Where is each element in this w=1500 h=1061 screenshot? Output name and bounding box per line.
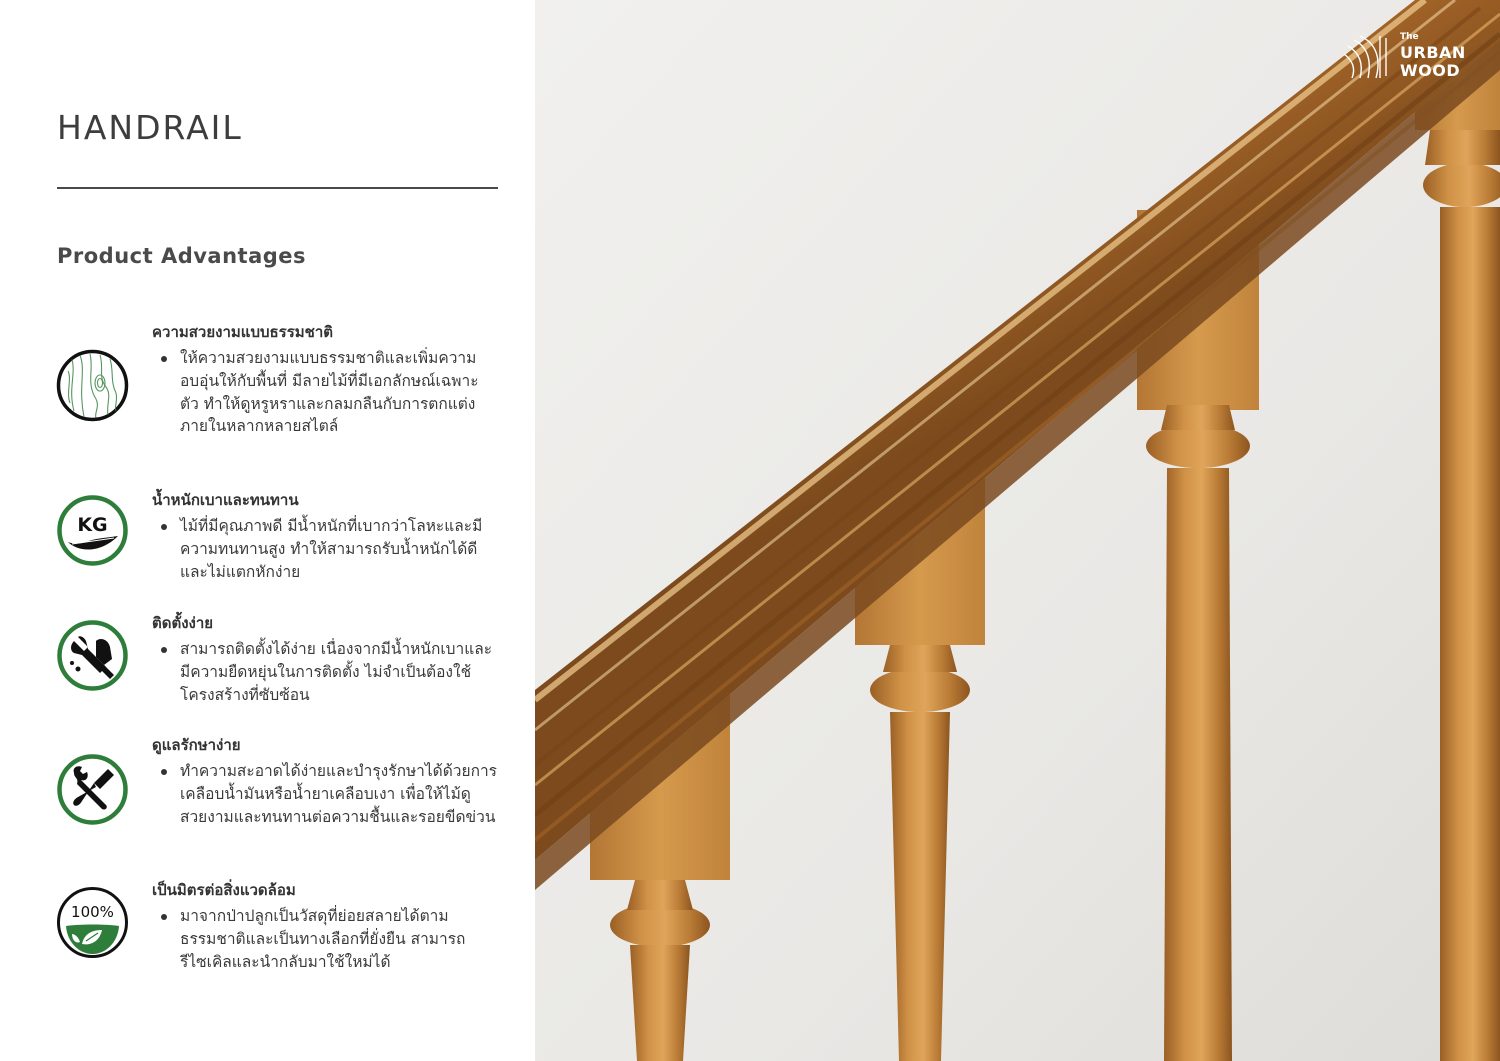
advantage-bullet: สามารถติดตั้งได้ง่าย เนื่องจากมีน้ำหนักเบาและมีความยืดหยุ่นในการติดตั้ง ไม่จำเป็นต้องใช้โครงสร้างที่ซับซ้อน [152, 638, 497, 706]
advantage-body [152, 515, 497, 583]
installation-wrench-hand-icon [56, 619, 129, 692]
wood-grain-logo-icon [1340, 32, 1392, 82]
maintenance-tools-icon [56, 753, 129, 826]
advantage-bullet: มาจากป่าปลูกเป็นวัสดุที่ย่อยสลายได้ตามธรรมชาติและเป็นทางเลือกที่ยั่งยืน สามารถรีไซเคิลและนำกลับมาใช้ใหม่ได้ [152, 905, 497, 973]
advantage-title: เป็นมิตรต่อสิ่งแวดล้อม [152, 881, 296, 899]
lightweight-kg-feather-icon [56, 494, 129, 567]
page-title: HANDRAIL [57, 108, 243, 147]
advantage-title: ติดตั้งง่าย [152, 614, 214, 632]
brand-line1: URBAN [1400, 43, 1466, 62]
wood-grain-icon [56, 349, 129, 422]
advantage-bullet: ไม้ที่มีคุณภาพดี มีน้ำหนักที่เบากว่าโลหะและมีความทนทานสูง ทำให้สามารถรับน้ำหนักได้ดีและไม่แตกหักง่าย [152, 515, 497, 583]
brand-line2: WOOD [1400, 61, 1461, 80]
advantage-title: น้ำหนักเบาและทนทาน [152, 491, 299, 509]
kg-label: KG [77, 514, 108, 536]
advantage-bullet: ทำความสะอาดได้ง่ายและบำรุงรักษาได้ด้วยการเคลือบน้ำมันหรือน้ำยาเคลือบเงา เพื่อให้ไม้ดูสวยงามและทนทานต่อความชื้นและรอยขีดข่วน [152, 760, 497, 828]
advantage-body [152, 638, 497, 706]
advantage-body [152, 347, 497, 438]
left-content-panel [0, 0, 535, 1061]
advantage-body [152, 905, 497, 973]
advantage-bullet: ให้ความสวยงามแบบธรรมชาติและเพิ่มความอบอุ่นให้กับพื้นที่ มีลายไม้ที่มีเอกลักษณ์เฉพาะตัว ทำให้ดูหรูหราและกลมกลืนกับการตกแต่งภายในหลากหลายสไตล์ [152, 347, 497, 438]
brand-name [1400, 44, 1466, 80]
handrail-illustration [535, 0, 1500, 1061]
brand-the: The [1400, 32, 1419, 42]
handrail-photo [535, 0, 1500, 1061]
title-divider [57, 187, 498, 189]
advantage-body [152, 760, 497, 828]
eco-leaf-100-icon [56, 886, 129, 959]
advantage-title: ดูแลรักษาง่าย [152, 736, 241, 754]
advantage-title: ความสวยงามแบบธรรมชาติ [152, 323, 333, 341]
percent-label: 100% [71, 903, 114, 921]
brand-logo [1340, 32, 1470, 82]
section-heading: Product Advantages [57, 244, 307, 268]
